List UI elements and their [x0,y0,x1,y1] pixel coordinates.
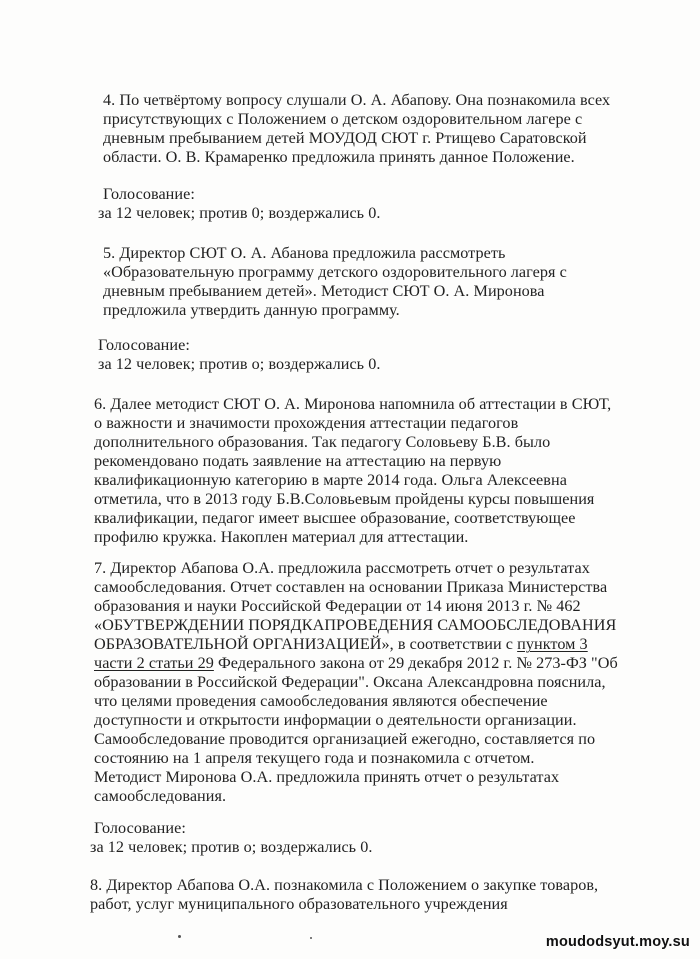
text-line: присутствующих с Положением о детском оздоровительном лагере с [103,110,583,128]
text-line: самообследования. [94,787,227,805]
text-segment: ОБРАЗОВАТЕЛЬНОЙ ОРГАНИЗАЦИЕЙ», в соответствии с [94,635,518,653]
text-line: 4. По четвёртому вопросу слушали О. А. Абапову. Она познакомила всех [103,91,611,109]
text-line: самообследования. Отчет составлен на основании Приказа Министерства [94,578,608,596]
text-line: области. О. В. Крамаренко предложила принять данное Положение. [103,148,575,166]
text-line: доступности и открытости информации о деятельности организации. [94,711,577,729]
vote-result: за 12 человек; против о; воздержались 0. [90,838,373,856]
text-line: работ, услуг муниципального образовательного учреждения [90,895,508,913]
text-line: Методист Миронова О.А. предложила принять отчет о результатах [94,768,560,786]
vote-result: за 12 человек; против 0; воздержались 0. [98,204,381,222]
vote-title: Голосование: [103,185,195,203]
text-line: дневным пребыванием детей». Методист СЮТ О. А. Миронова [103,282,545,300]
vote-result: за 12 человек; против о; воздержались 0. [98,355,381,373]
text-line: дополнительного образования. Так педагогу Соловьеву Б.В. было [94,433,551,451]
text-line: что целями проведения самообследования являются обеспечение [94,692,548,710]
text-line: 6. Далее методист СЮТ О. А. Миронова напомнила об аттестации в СЮТ, [94,395,612,413]
text-line: образования и науки Российской Федерации от 14 июня 2013 г. № 462 [94,597,581,615]
text-segment: Федерального закона от 29 декабря 2012 г. № 273-ФЗ "Об [213,654,618,672]
law-reference-link[interactable]: части 2 статьи 29 [94,654,214,672]
text-line: 8. Директор Абапова О.А. познакомила с Положением о закупке товаров, [90,876,599,894]
text-line: «ОБУТВЕРЖДЕНИИ ПОРЯДКАПРОВЕДЕНИЯ САМООБСЛЕДОВАНИЯ [94,616,617,634]
text-line [94,635,588,654]
text-line: профилю кружка. Накоплен материал для аттестации. [94,528,469,546]
vote-title: Голосование: [98,336,190,354]
text-line: состоянию на 1 апреля текущего года и познакомила с отчетом. [94,749,535,767]
law-reference-link[interactable]: пунктом 3 [517,635,588,653]
text-line: отметила, что в 2013 году Б.В.Соловьевым пройдены курсы повышения [94,490,595,508]
vote-title: Голосование: [94,819,186,837]
text-line: рекомендовано подать заявление на аттестацию на первую [94,452,502,470]
text-line: предложила утвердить данную программу. [103,301,400,319]
text-line: о важности и значимости прохождения аттестации педагогов [94,414,519,432]
text-line: «Образовательную программу детского оздоровительного лагеря с [103,263,567,281]
scan-speck [178,935,181,938]
text-line [94,654,618,673]
text-line: Самообследование проводится организацией ежегодно, составляется по [94,730,596,748]
scan-speck [310,937,312,939]
text-line: образовании в Российской Федерации". Оксана Александровна пояснила, [94,673,606,691]
text-line: 7. Директор Абапова О.А. предложила рассмотреть отчет о результатах [94,559,590,577]
text-line: квалификационную категорию в марте 2014 года. Ольга Алексеевна [94,471,567,489]
text-line: 5. Директор СЮТ О. А. Абанова предложила рассмотреть [103,244,506,262]
text-line: квалификации, педагог имеет высшее образование, соответствующее [94,509,576,527]
site-watermark: moudodsyut.moy.su [545,934,690,950]
text-line: дневным пребыванием детей МОУДОД СЮТ г. Ртищево Саратовской [103,129,587,147]
